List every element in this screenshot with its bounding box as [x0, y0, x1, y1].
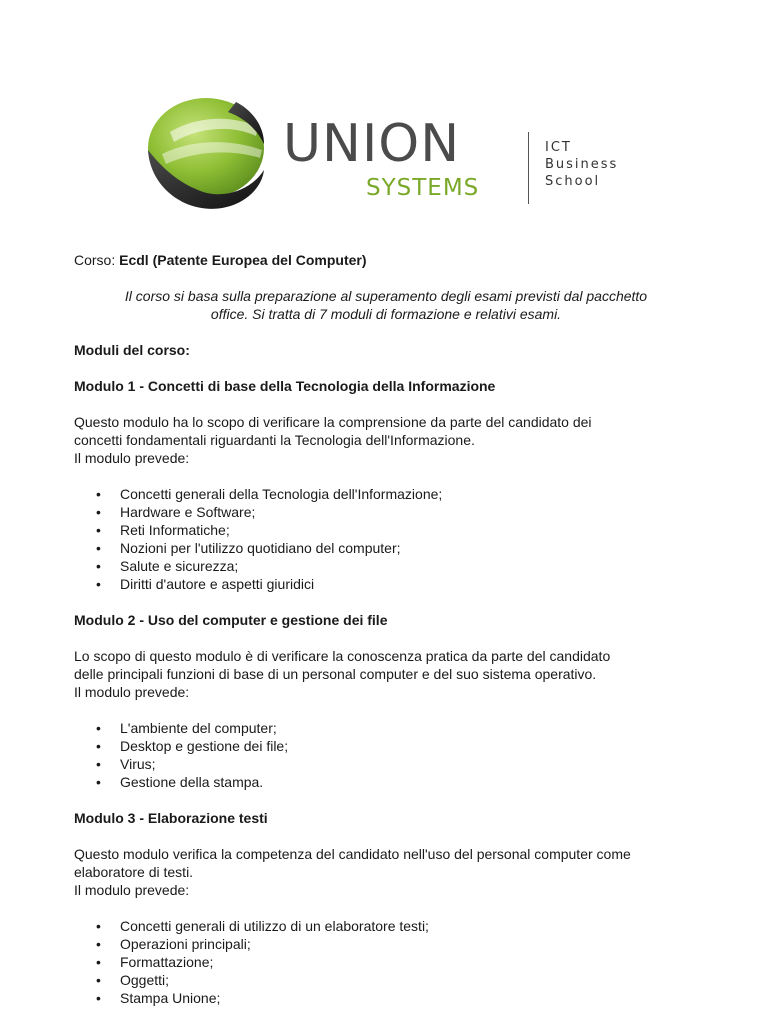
- list-item-text: Stampa Unione;: [120, 990, 221, 1006]
- module-description-line: delle principali funzioni di base di un personal computer e del suo sistema operativo.: [74, 666, 597, 682]
- module-item-list: [74, 485, 698, 593]
- module-title: Modulo 2 - Uso del computer e gestione dei file: [74, 612, 388, 628]
- list-item: [96, 485, 698, 503]
- list-item-text: Desktop e gestione dei file;: [120, 738, 289, 754]
- list-item: [96, 989, 698, 1007]
- logo-divider: [528, 132, 529, 204]
- list-item-text: Concetti generali di utilizzo di un elaboratore testi;: [120, 918, 429, 934]
- intro-line: Il corso si basa sulla preparazione al superamento degli esami previsti dal pacchetto: [124, 288, 648, 304]
- list-item: [96, 953, 698, 971]
- bullet-icon: •: [96, 972, 101, 988]
- module-description: [74, 647, 698, 701]
- module-description-line: Questo modulo ha lo scopo di verificare la comprensione da parte del candidato dei: [74, 414, 592, 430]
- list-item: [96, 575, 698, 593]
- bullet-icon: •: [96, 576, 101, 592]
- bullet-icon: •: [96, 522, 101, 538]
- list-item: [96, 521, 698, 539]
- module-description-line: Questo modulo verifica la competenza del candidato nell'uso del personal computer come: [74, 846, 631, 862]
- list-item-text: Virus;: [120, 756, 156, 772]
- bullet-icon: •: [96, 504, 101, 520]
- list-item-text: L'ambiente del computer;: [120, 720, 277, 736]
- course-label: Corso:: [74, 252, 116, 268]
- list-item-text: Oggetti;: [120, 972, 170, 988]
- bullet-icon: •: [96, 954, 101, 970]
- module-item-list: [74, 917, 698, 1007]
- logo-wordmark-systems: SYSTEMS: [366, 175, 480, 201]
- module-title: Modulo 1 - Concetti di base della Tecnologia della Informazione: [74, 378, 496, 394]
- list-item: [96, 557, 698, 575]
- document-body: [74, 251, 698, 1007]
- module-description: [74, 413, 698, 467]
- list-item-text: Diritti d'autore e aspetti giuridici: [120, 576, 315, 592]
- list-item-text: Operazioni principali;: [120, 936, 251, 952]
- intro-line: office. Si tratta di 7 moduli di formazione e relativi esami.: [210, 306, 562, 322]
- bullet-icon: •: [96, 990, 101, 1006]
- logo-tagline-line: Business: [545, 157, 619, 172]
- course-intro: [74, 287, 698, 323]
- list-item-text: Salute e sicurezza;: [120, 558, 239, 574]
- list-item: [96, 737, 698, 755]
- logo-tagline: [545, 139, 618, 190]
- module-description-line: elaboratore di testi.: [74, 864, 194, 880]
- module-title: Modulo 3 - Elaborazione testi: [74, 810, 268, 826]
- bullet-icon: •: [96, 486, 101, 502]
- list-item: [96, 755, 698, 773]
- logo-tagline-line: ICT: [545, 140, 572, 155]
- bullet-icon: •: [96, 756, 101, 772]
- bullet-icon: •: [96, 774, 101, 790]
- bullet-icon: •: [96, 540, 101, 556]
- module-description-line: Il modulo prevede:: [74, 882, 190, 898]
- module-description-line: concetti fondamentali riguardanti la Tecnologia dell'Informazione.: [74, 432, 475, 448]
- list-item: [96, 935, 698, 953]
- bullet-icon: •: [96, 738, 101, 754]
- list-item: [96, 917, 698, 935]
- module-item-list: [74, 719, 698, 791]
- list-item: [96, 971, 698, 989]
- list-item-text: Gestione della stampa.: [120, 774, 264, 790]
- bullet-icon: •: [96, 720, 101, 736]
- union-systems-logo: [140, 92, 640, 220]
- list-item-text: Formattazione;: [120, 954, 214, 970]
- course-title: Ecdl (Patente Europea del Computer): [119, 252, 367, 268]
- module-description-line: Il modulo prevede:: [74, 684, 190, 700]
- logo-tagline-line: School: [545, 174, 601, 189]
- list-item-text: Concetti generali della Tecnologia dell'Informazione;: [120, 486, 443, 502]
- list-item: [96, 503, 698, 521]
- swoosh-globe-icon: [140, 92, 270, 220]
- list-item: [96, 773, 698, 791]
- module-description: [74, 845, 698, 899]
- bullet-icon: •: [96, 558, 101, 574]
- list-item: [96, 539, 698, 557]
- module-description-line: Lo scopo di questo modulo è di verificare la conoscenza pratica da parte del candidato: [74, 648, 611, 664]
- course-line: [74, 251, 698, 269]
- list-item: [96, 719, 698, 737]
- bullet-icon: •: [96, 918, 101, 934]
- list-item-text: Nozioni per l'utilizzo quotidiano del computer;: [120, 540, 401, 556]
- modules-heading: Moduli del corso:: [74, 342, 190, 358]
- module-description-line: Il modulo prevede:: [74, 450, 190, 466]
- bullet-icon: •: [96, 936, 101, 952]
- list-item-text: Reti Informatiche;: [120, 522, 230, 538]
- list-item-text: Hardware e Software;: [120, 504, 256, 520]
- logo-wordmark-union: UNION: [283, 114, 461, 174]
